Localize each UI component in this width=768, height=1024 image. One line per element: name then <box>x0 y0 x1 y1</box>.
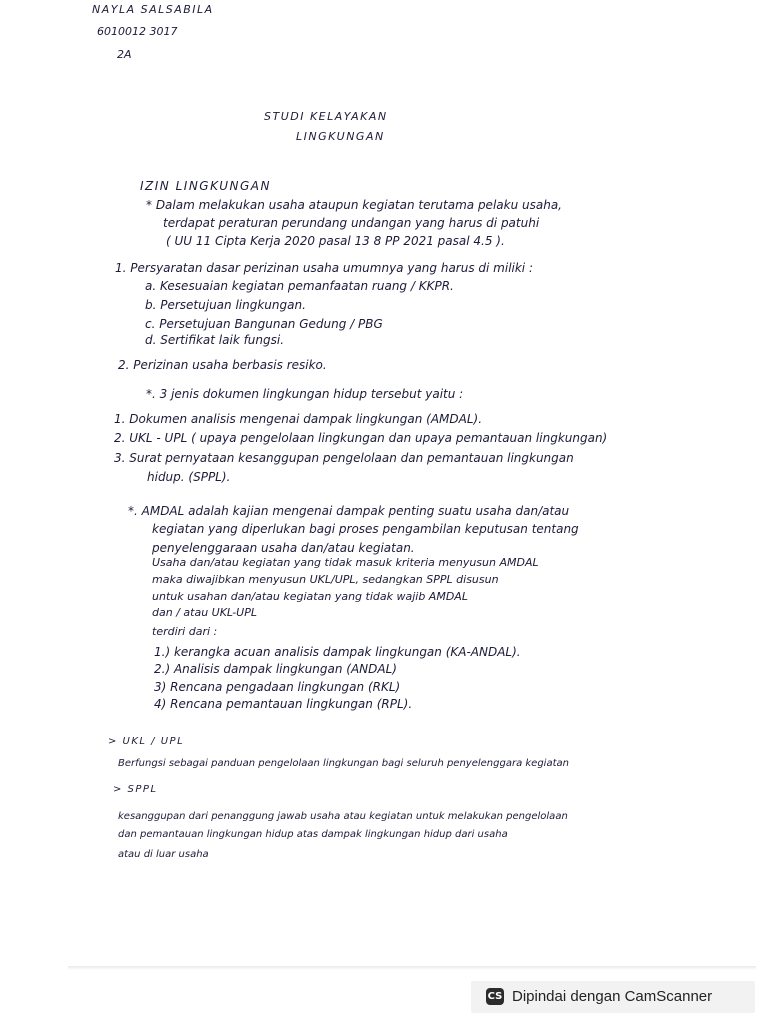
izin-intro-line: * Dalam melakukan usaha ataupun kegiatan terutama pelaku usaha, <box>146 198 562 212</box>
document-item: 3. Surat pernyataan kesanggupan pengelolaan dan pemantauan lingkungan <box>114 451 574 465</box>
sppl-line: kesanggupan dari penanggung jawab usaha atau kegiatan untuk melakukan pengelolaan <box>118 811 568 822</box>
amdal-line: penyelenggaraan usaha dan/atau kegiatan. <box>152 541 415 555</box>
requirement-item: d. Sertifikat laik fungsi. <box>145 333 285 347</box>
section-heading-izin: IZIN LINGKUNGAN <box>140 179 271 193</box>
sppl-heading: > SPPL <box>113 784 158 795</box>
requirement-item: c. Persetujuan Bangunan Gedung / PBG <box>145 317 383 331</box>
amdal-line: Usaha dan/atau kegiatan yang tidak masuk kriteria menyusun AMDAL <box>152 556 539 569</box>
ukl-upl-text: Berfungsi sebagai panduan pengelolaan lingkungan bagi seluruh penyelenggara kegiatan <box>118 758 569 769</box>
amdal-line: kegiatan yang diperlukan bagi proses pengambilan keputusan tentang <box>152 522 579 536</box>
amdal-line: dan / atau UKL-UPL <box>152 606 257 619</box>
page-edge <box>68 966 756 970</box>
amdal-component: 2.) Analisis dampak lingkungan (ANDAL) <box>154 662 397 676</box>
documents-intro: *. 3 jenis dokumen lingkungan hidup tersebut yaitu : <box>146 387 464 401</box>
document-item: 1. Dokumen analisis mengenai dampak lingkungan (AMDAL). <box>114 412 483 426</box>
title-line-2: LINGKUNGAN <box>296 130 385 143</box>
student-name: NAYLA SALSABILA <box>92 3 214 16</box>
risk-based-licensing: 2. Perizinan usaha berbasis resiko. <box>118 358 327 372</box>
amdal-line: *. AMDAL adalah kajian mengenai dampak penting suatu usaha dan/atau <box>128 504 570 518</box>
requirement-item: a. Kesesuaian kegiatan pemanfaatan ruang / KKPR. <box>145 279 454 293</box>
amdal-component: 3) Rencana pengadaan lingkungan (RKL) <box>154 680 401 694</box>
requirement-item: b. Persetujuan lingkungan. <box>145 298 306 312</box>
title-line-1: STUDI KELAYAKAN <box>264 110 388 123</box>
sppl-line: dan pemantauan lingkungan hidup atas dampak lingkungan hidup dari usaha <box>118 829 508 840</box>
camscanner-logo: CS <box>486 988 504 1005</box>
amdal-component: 1.) kerangka acuan analisis dampak lingkungan (KA-ANDAL). <box>154 645 521 659</box>
amdal-components-label: terdiri dari : <box>152 625 218 638</box>
document-item: 2. UKL - UPL ( upaya pengelolaan lingkungan dan upaya pemantauan lingkungan) <box>114 431 608 445</box>
student-id: 6010012 3017 <box>97 25 178 38</box>
requirement-title: 1. Persyaratan dasar perizinan usaha umumnya yang harus di miliki : <box>115 261 533 275</box>
izin-intro-line: terdapat peraturan perundang undangan yang harus di patuhi <box>163 216 540 230</box>
student-class: 2A <box>117 48 132 61</box>
scanned-page <box>68 0 756 968</box>
sppl-line: atau di luar usaha <box>118 849 209 860</box>
amdal-component: 4) Rencana pemantauan lingkungan (RPL). <box>154 697 413 711</box>
ukl-upl-heading: > UKL / UPL <box>108 736 185 747</box>
izin-intro-line: ( UU 11 Cipta Kerja 2020 pasal 13 8 PP 2021 pasal 4.5 ). <box>166 234 505 248</box>
document-item-continued: hidup. (SPPL). <box>147 470 231 484</box>
camscanner-text: Dipindai dengan CamScanner <box>512 988 713 1005</box>
amdal-line: maka diwajibkan menyusun UKL/UPL, sedangkan SPPL disusun <box>152 573 499 586</box>
amdal-line: untuk usahan dan/atau kegiatan yang tidak wajib AMDAL <box>152 590 468 603</box>
